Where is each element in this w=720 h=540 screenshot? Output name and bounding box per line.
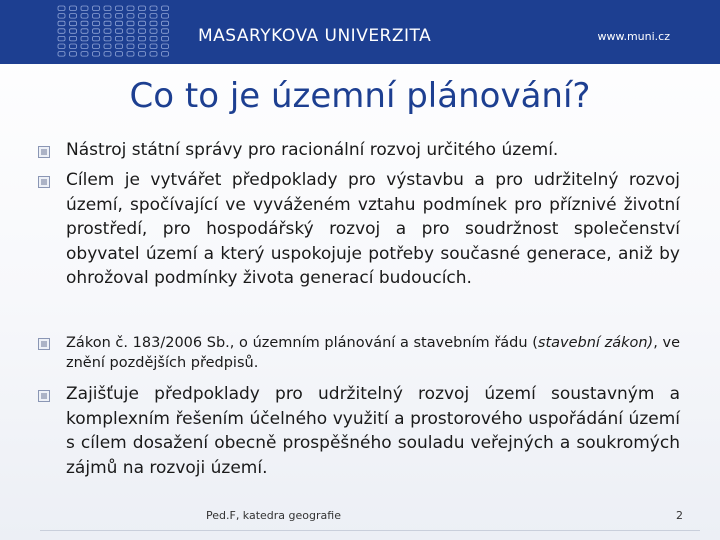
footer-divider bbox=[40, 530, 700, 531]
bullet-icon bbox=[38, 338, 50, 350]
header-bar bbox=[0, 0, 720, 64]
slide-title: Co to je územní plánování? bbox=[129, 76, 591, 116]
bullet-icon bbox=[38, 176, 50, 188]
university-url: www.muni.cz bbox=[597, 30, 670, 43]
bullet-item: Cílem je vytvářet předpoklady pro výstavbu a pro udržitelný rozvoj území, spočívající ve vyváženém vztahu podmínek pro příznivé životní prostředí, pro hospodářský rozvoj a pro soudržnost společenství obyvatel území a který uspokojuje potřeby současné generace, aniž by ohrožoval podmínky života generací budoucích. bbox=[66, 170, 680, 288]
bullet-item: Zajišťuje předpoklady pro udržitelný rozvoj území soustavným a komplexním řešením účelného využití a prostorového uspořádání území s cílem dosažení obecně prospěšného souladu veřejných a soukromých zájmů na rozvoji území. bbox=[66, 384, 680, 478]
law-text-suffix: , ve znění pozdějších předpisů. bbox=[66, 335, 680, 371]
bullet-icon bbox=[38, 390, 50, 402]
law-text-italic: stavební zákon) bbox=[537, 335, 654, 351]
logo-dot-grid-icon bbox=[56, 4, 176, 60]
page-number: 2 bbox=[676, 509, 683, 522]
bullet-item-law bbox=[66, 333, 680, 373]
university-name: MASARYKOVA UNIVERZITA bbox=[198, 26, 432, 46]
bullet-icon bbox=[38, 146, 50, 158]
bullet-item: Nástroj státní správy pro racionální rozvoj určitého území. bbox=[66, 140, 559, 160]
footer-department: Ped.F, katedra geografie bbox=[206, 509, 341, 522]
law-text: Zákon č. 183/2006 Sb., o územním plánování a stavebním řádu ( bbox=[66, 335, 538, 351]
